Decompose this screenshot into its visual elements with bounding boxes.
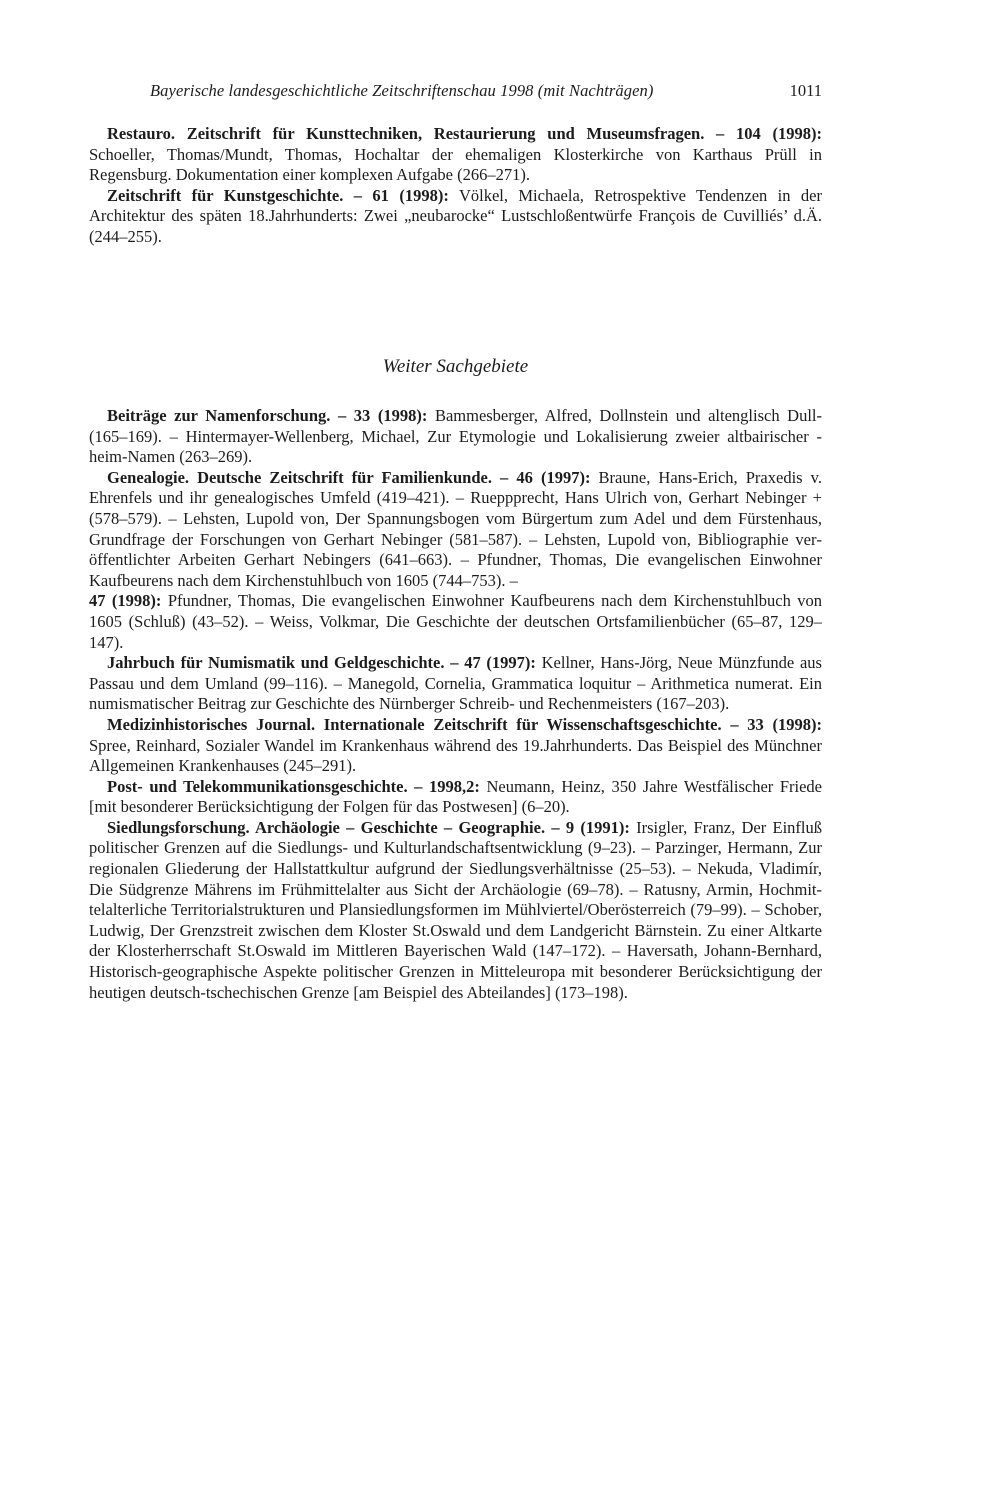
bibliography-entry [89,715,822,777]
bibliography-entry [89,406,822,468]
section-heading: Weiter Sachgebiete [382,356,529,377]
top-entries [89,124,822,248]
journal-lead: Post- und Telekommunikationsgeschichte. – 1998,2: [107,776,480,796]
journal-lead: Beiträge zur Namenforschung. – 33 (1998): [107,406,428,425]
page-number: 1011 [789,81,822,100]
entry-text: Braune, Hans-Erich, Praxedis v. Ehrenfels und ihr genealogisches Umfeld (419–421). – Rueppprecht, Hans Ulrich von, Gerhart Nebinger + (578–579). – Lehsten, Lupold von, Der Spannungsbogen vom Bürgertum zum Adel und dem Fürstenhaus, Grundfrage der Forschungen von Gerhart Nebinger (581–587). – Lehsten, Lupold von, Bibliographie veröffentlichter Arbeiten Gerhart Nebingers (641–663). – Pfundner, Thomas, Die evangelischen Einwohner Kaufbeurens nach dem Kirchenstuhlbuch von 1605 (744–753). – [89,467,822,590]
entry-text: Neumann, Heinz, 350 Jahre Westfälischer Friede [mit besonderer Berücksichtigung der Folgen für das Postwesen] (6–20). [89,776,822,817]
journal-lead: Genealogie. Deutsche Zeitschrift für Familienkunde. – 46 (1997): [107,467,591,487]
bibliography-entry [89,468,822,592]
bibliography-entry-continued [89,591,822,653]
journal-lead: Jahrbuch für Numismatik und Geldgeschichte. – 47 (1997): [107,653,536,673]
entry-text: Irsigler, Franz, Der Einfluß politischer Grenzen auf die Siedlungs- und Kulturlandschaftsentwicklung (9–23). – Parzinger, Hermann, Zur regionalen Gliederung der Hallstattkultur aufgrund der Siedlungsverhältnisse (25–53). – Nekuda, Vladimír, Die Südgrenze Mährens im Frühmittelalter aus Sicht der Archäologie (69–78). – Ratusny, Armin, Hochmittelalterliche Territorialstrukturen und Plansiedlungsformen im Mühlviertel/Oberösterreich (79–99). – Schober, Ludwig, Der Grenzstreit zwischen dem Kloster St.Oswald und dem Landgericht Bärnstein. Zu einer Altkarte der Klosterherrschaft St.Oswald im Mittleren Bayerischen Wald (147–172). – Haversath, Johann-Bernhard, Historisch-geographische Aspekte politischer Grenzen in Mitteleuropa mit besonderer Berücksichtigung der heutigen deutsch-tschechischen Grenze [am Beispiel des Abteilandes] (173–198). [89,817,822,1002]
entry-text: Kellner, Hans-Jörg, Neue Münzfunde aus Passau und dem Umland (99–116). – Manegold, Cornelia, Grammatica loquitur – Arithmetica numerat. Ein numismatischer Beitrag zur Geschichte des Nürnberger Schreib- und Rechenmeisters (167–203). [89,653,822,714]
running-title: Bayerische landesgeschichtliche Zeitschriftenschau 1998 (mit Nachträgen) [150,81,654,100]
entry-text: Schoeller, Thomas/Mundt, Thomas, Hochaltar der ehemaligen Klosterkirche von Karthaus Prüll in Regensburg. Dokumentation einer komplexen Aufgabe (266–271). [89,144,822,185]
bibliography-entry [89,777,822,818]
bibliography-entry [89,124,822,186]
entry-text: Bammesberger, Alfred, Dollnstein und altenglisch Dull- (165–169). – Hintermayer-Wellenberg, Michael, Zur Etymologie und Lokalisierung zweier altbairischer -heim-Namen (263–269). [89,406,822,467]
entry-text: Spree, Reinhard, Sozialer Wandel im Krankenhaus während des 19.Jahrhunderts. Das Beispiel des Münchner Allgemeinen Krankenhauses (245–291). [89,735,822,776]
bibliography-entry [89,186,822,248]
bibliography-entry [89,818,822,1003]
journal-lead: Medizinhistorisches Journal. Internationale Zeitschrift für Wissenschaftsgeschichte. – 33 (1998): [107,714,822,734]
journal-lead: Zeitschrift für Kunstgeschichte. – 61 (1998): [107,185,449,205]
entry-text: Pfundner, Thomas, Die evangelischen Einwohner Kaufbeurens nach dem Kirchenstuhlbuch von 1605 (Schluß) (43–52). – Weiss, Volkmar, Die Geschichte der deutschen Ortsfamilienbücher (65–87, 129–147). [89,591,823,652]
running-header [150,80,822,102]
journal-lead: Restauro. Zeitschrift für Kunsttechniken, Restaurierung und Museumsfragen. – 104 (1998): [107,124,822,143]
volume-lead: 47 (1998): [89,591,162,611]
main-entries [89,406,822,1003]
entry-text: Völkel, Michaela, Retrospektive Tendenzen in der Architektur des späten 18.Jahrhunderts: Zwei „neubarocke“ Lustschloßentwürfe François de Cuvilliés’ d.Ä. (244–255). [89,185,822,246]
journal-lead: Siedlungsforschung. Archäologie – Geschichte – Geographie. – 9 (1991): [107,817,630,837]
bibliography-entry [89,653,822,715]
